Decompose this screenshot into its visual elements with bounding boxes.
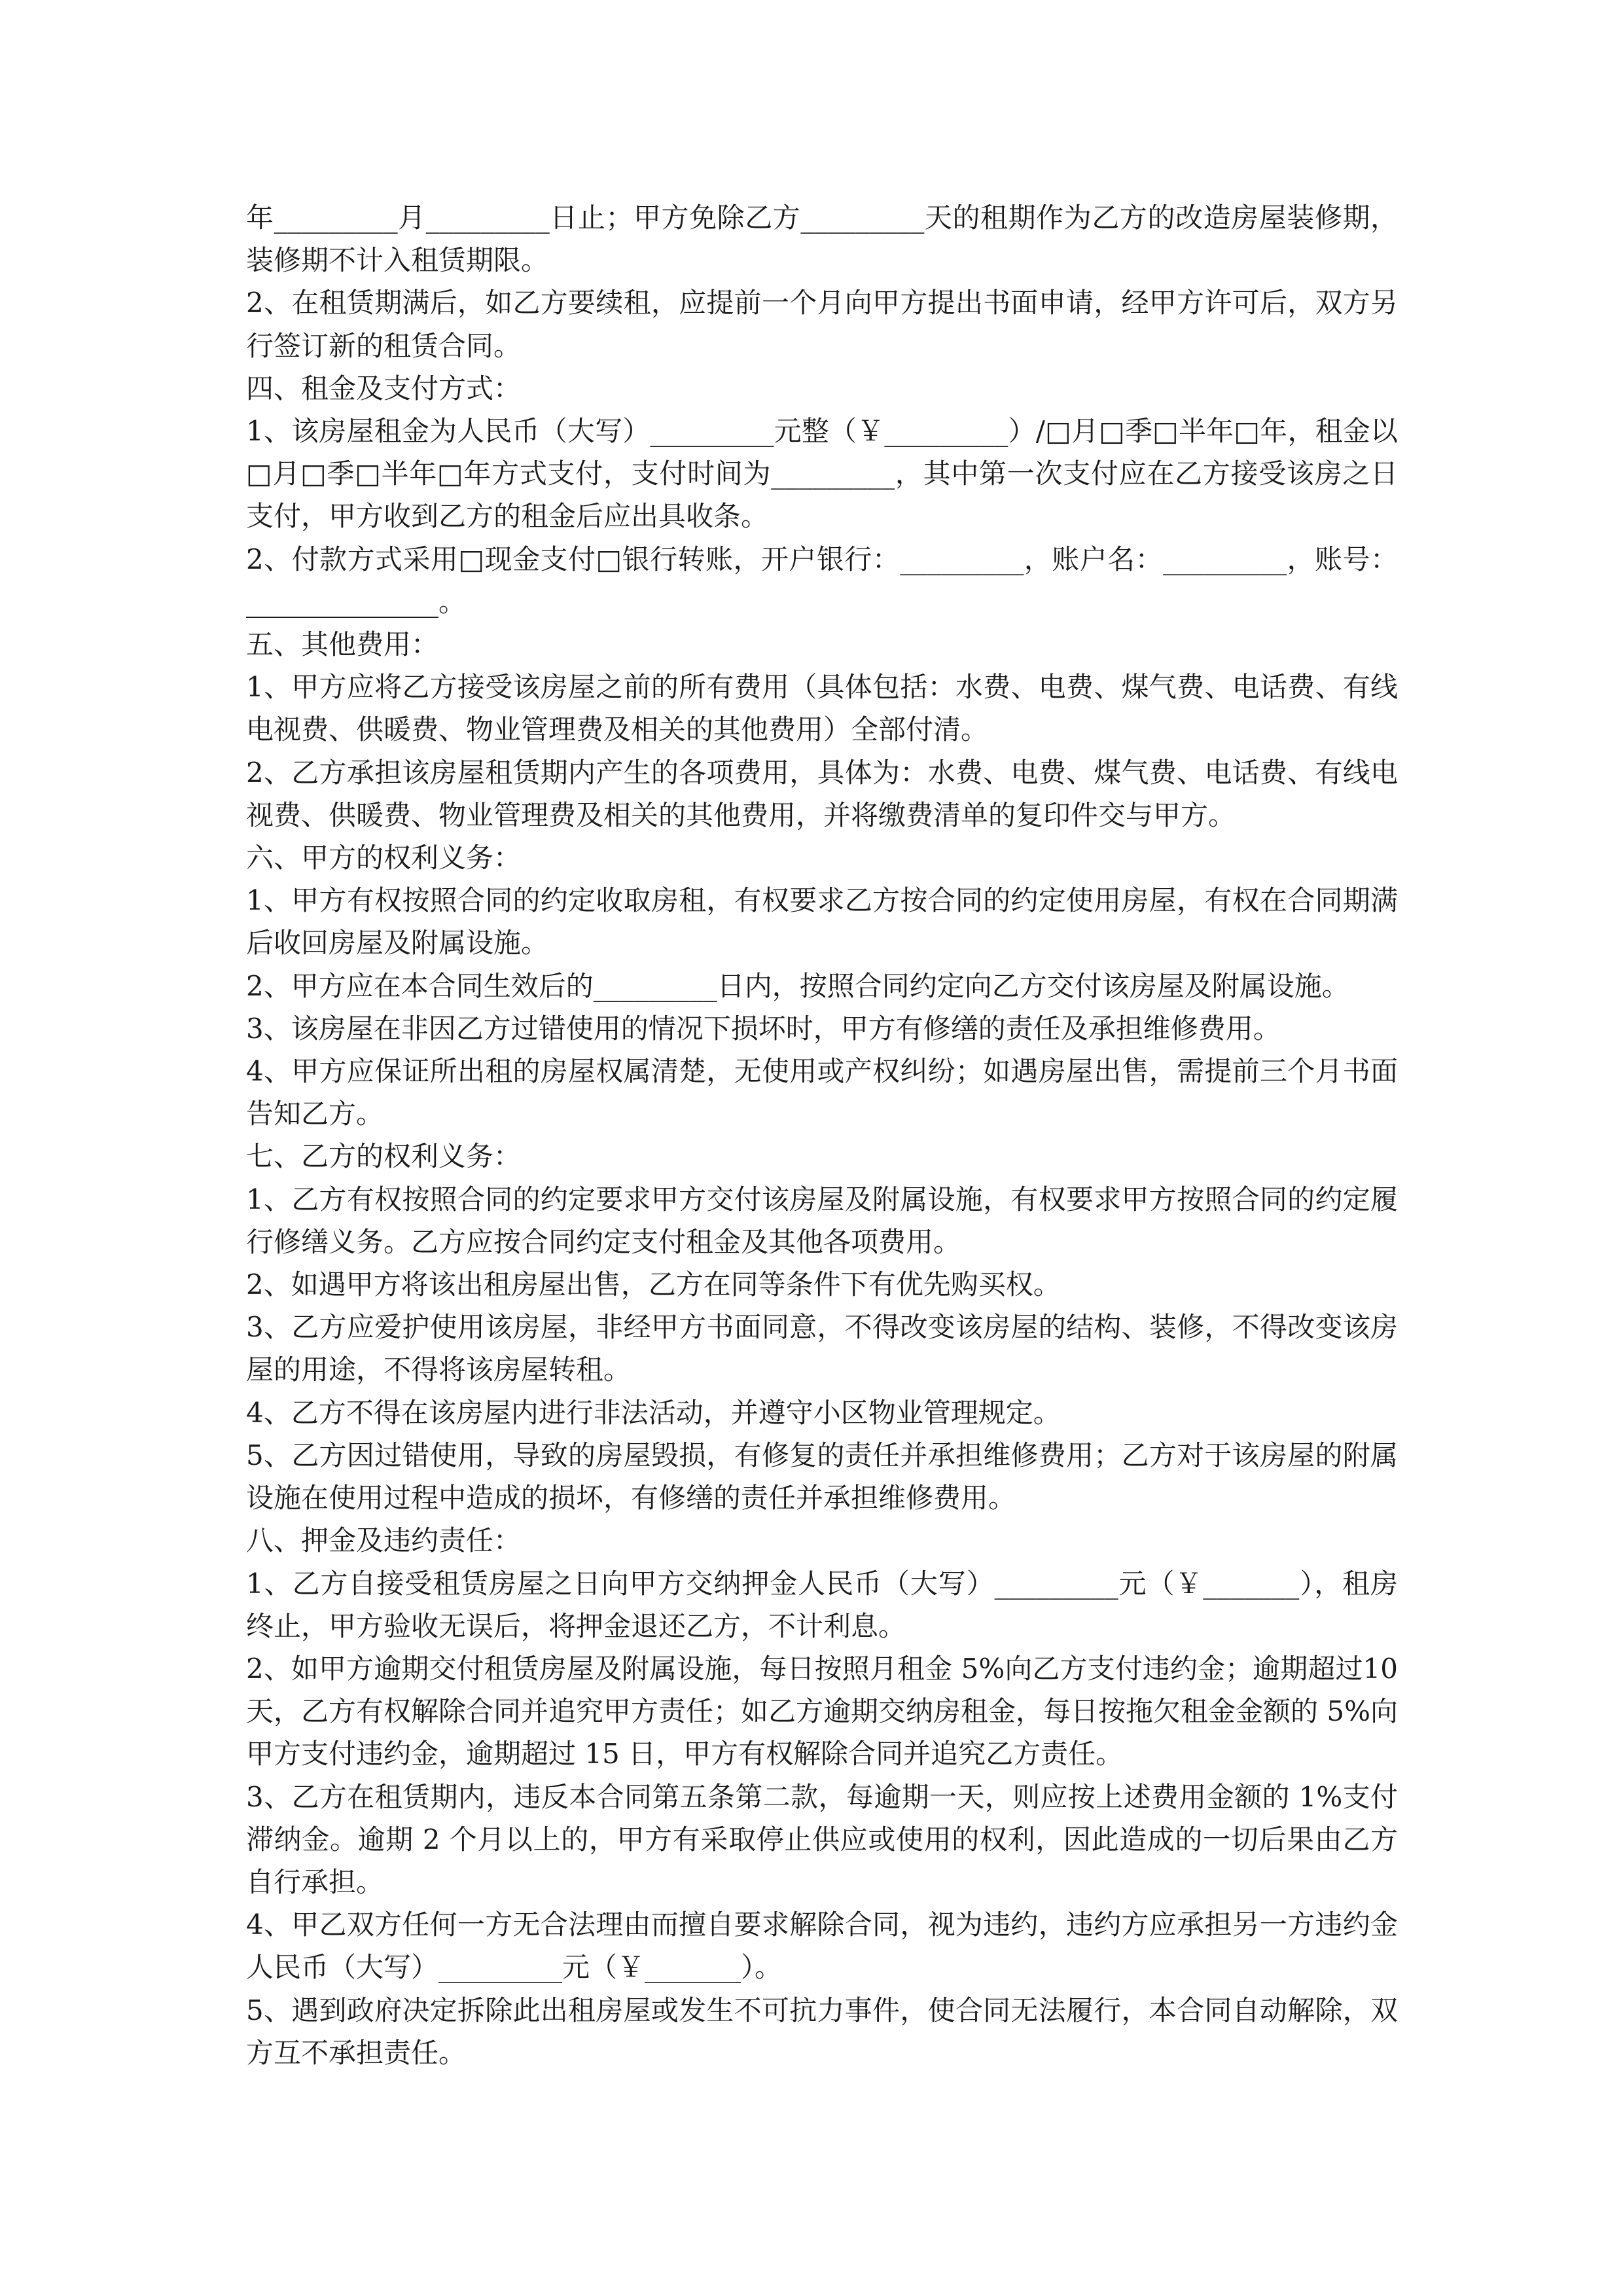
- paragraph-party-b-right-2: 2、如遇甲方将该出租房屋出售，乙方在同等条件下有优先购买权。: [246, 1268, 1061, 1301]
- contract-body: [246, 196, 1398, 2074]
- paragraph-late-penalty: 2、如甲方逾期交付租赁房屋及附属设施，每日按照月租金 5%向乙方支付违约金；逾期超过10 天，乙方有权解除合同并追究甲方责任；如乙方逾期交纳房租金，每日按拖欠租金金额的 5%向甲方支付违约金，逾期超过 15 日，甲方有权解除合同并追究乙方责任。: [246, 1652, 1398, 1770]
- section-heading-other-fees: 五、其他费用：: [246, 628, 439, 661]
- paragraph-party-a-right-3: 3、该房屋在非因乙方过错使用的情况下损坏时，甲方有修缮的责任及承担维修费用。: [246, 1012, 1281, 1045]
- paragraph-force-majeure: 5、遇到政府决定拆除此出租房屋或发生不可抗力事件，使合同无法履行，本合同自动解除，双方互不承担责任。: [246, 1994, 1398, 2069]
- paragraph-party-b-right-5: 5、乙方因过错使用，导致的房屋毁损，有修复的责任并承担维修费用；乙方对于该房屋的附属设施在使用过程中造成的损坏，有修缮的责任并承担维修费用。: [246, 1439, 1398, 1515]
- paragraph-party-a-right-4: 4、甲方应保证所出租的房屋权属清楚，无使用或产权纠纷；如遇房屋出售，需提前三个月书面告知乙方。: [246, 1055, 1398, 1130]
- section-heading-party-a-rights: 六、甲方的权利义务：: [246, 842, 522, 874]
- paragraph-deposit: 1、乙方自接受租赁房屋之日向甲方交纳押金人民币（大写）_________元（￥_______），租房终止，甲方验收无误后，将押金退还乙方，不计利息。: [246, 1567, 1398, 1642]
- paragraph-fees-during: 2、乙方承担该房屋租赁期内产生的各项费用，具体为：水费、电费、煤气费、电话费、有线电视费、供暖费、物业管理费及相关的其他费用，并将缴费清单的复印件交与甲方。: [246, 756, 1398, 831]
- section-heading-party-b-rights: 七、乙方的权利义务：: [246, 1140, 522, 1173]
- paragraph-party-a-right-1: 1、甲方有权按照合同的约定收取房租，有权要求乙方按合同的约定使用房屋，有权在合同期满后收回房屋及附属设施。: [246, 884, 1398, 960]
- paragraph-party-b-right-4: 4、乙方不得在该房屋内进行非法活动，并遵守小区物业管理规定。: [246, 1396, 1061, 1429]
- paragraph-renewal: 2、在租赁期满后，如乙方要续租，应提前一个月向甲方提出书面申请，经甲方许可后，双方另行签订新的租赁合同。: [246, 287, 1398, 362]
- paragraph-payment-method: 2、付款方式采用□现金支付□银行转账，开户银行：_________，账户名：_________，账号：______________。: [246, 543, 1398, 618]
- paragraph-party-b-right-3: 3、乙方应爱护使用该房屋，非经甲方书面同意，不得改变该房屋的结构、装修，不得改变该房屋的用途，不得将该房屋转租。: [246, 1311, 1398, 1386]
- section-heading-rent-payment: 四、租金及支付方式：: [246, 372, 522, 404]
- paragraph-lease-period-end: 年_________月_________日止；甲方免除乙方_________天的租期作为乙方的改造房屋装修期，装修期不计入租赁期限。: [246, 202, 1398, 277]
- paragraph-late-fee: 3、乙方在租赁期内，违反本合同第五条第二款，每逾期一天，则应按上述费用金额的 1%支付滞纳金。逾期 2 个月以上的，甲方有采取停止供应或使用的权利，因此造成的一切后果由乙方自行承担。: [246, 1780, 1398, 1898]
- paragraph-party-b-right-1: 1、乙方有权按照合同的约定要求甲方交付该房屋及附属设施，有权要求甲方按照合同的约定履行修缮义务。乙方应按合同约定支付租金及其他各项费用。: [246, 1183, 1398, 1258]
- paragraph-party-a-right-2: 2、甲方应在本合同生效后的_________日内，按照合同约定向乙方交付该房屋及附属设施。: [246, 969, 1349, 1002]
- paragraph-termination-breach: 4、甲乙双方任何一方无合法理由而擅自要求解除合同，视为违约，违约方应承担另一方违约金人民币（大写）_________元（￥_______）。: [246, 1909, 1398, 1984]
- paragraph-rent-amount: 1、该房屋租金为人民币（大写）_________元整（￥_________）/□月□季□半年□年，租金以□月□季□半年□年方式支付，支付时间为_________，其中第一次支付应在乙方接受该房之日支付，甲方收到乙方的租金后应出具收条。: [246, 415, 1398, 533]
- paragraph-fees-before: 1、甲方应将乙方接受该房屋之前的所有费用（具体包括：水费、电费、煤气费、电话费、有线电视费、供暖费、物业管理费及相关的其他费用）全部付清。: [246, 671, 1398, 746]
- section-heading-deposit-breach: 八、押金及违约责任：: [246, 1524, 522, 1557]
